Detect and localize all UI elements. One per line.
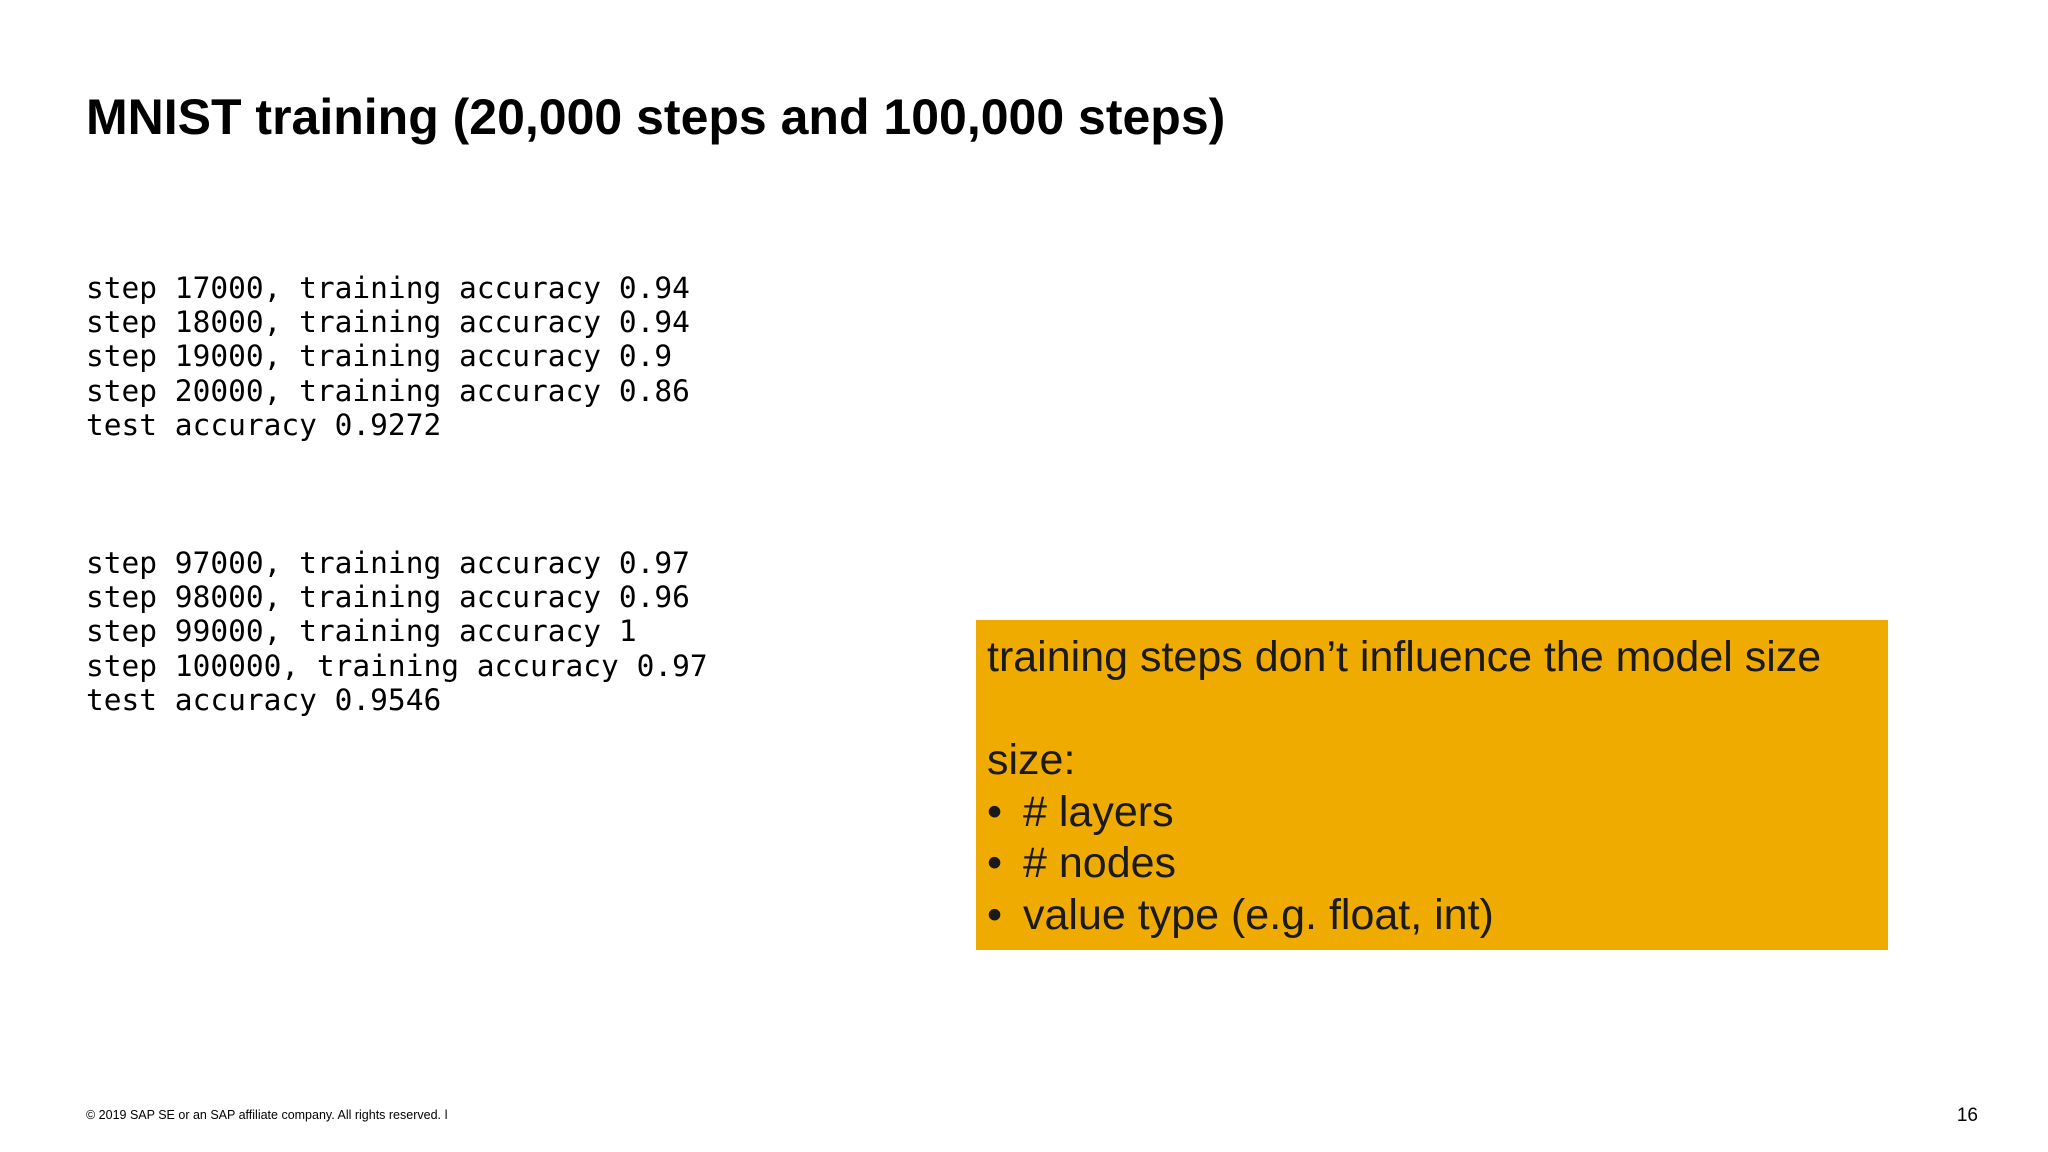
log-line: step 19000, training accuracy 0.9	[86, 339, 673, 374]
callout-size-label: size:	[987, 736, 1076, 784]
callout-spacer	[987, 684, 1876, 736]
log-line: step 17000, training accuracy 0.94	[86, 271, 690, 305]
log-line: step 20000, training accuracy 0.86	[86, 373, 690, 408]
list-item	[987, 838, 1876, 890]
log-line: step 100000, training accuracy 0.97	[86, 648, 708, 683]
list-item	[987, 890, 1876, 942]
bullet-text: # nodes	[1023, 839, 1177, 887]
model-size-callout	[976, 620, 1888, 950]
bullet-text: value type (e.g. float, int)	[1023, 890, 1494, 939]
bullet-icon: •	[987, 839, 1003, 887]
log-line: step 98000, training accuracy 0.96	[86, 580, 690, 615]
training-log-20000-steps	[86, 271, 690, 442]
log-line: step 97000, training accuracy 0.97	[86, 546, 690, 580]
size-factors-list	[987, 787, 1876, 942]
bullet-icon: •	[987, 890, 1003, 939]
callout-headline: training steps don’t influence the model size	[987, 633, 1822, 681]
training-log-100000-steps	[86, 546, 708, 717]
slide-title: MNIST training (20,000 steps and 100,000 steps)	[86, 89, 1226, 145]
footer-copyright: © 2019 SAP SE or an SAP affiliate company. All rights reserved. ǀ	[86, 1108, 448, 1122]
page-number: 16	[1956, 1105, 1978, 1126]
test-accuracy-line: test accuracy 0.9546	[86, 682, 442, 717]
bullet-icon: •	[987, 787, 1003, 836]
log-line: step 99000, training accuracy 1	[86, 614, 637, 649]
list-item	[987, 787, 1876, 839]
bullet-text: # layers	[1023, 787, 1174, 836]
log-line: step 18000, training accuracy 0.94	[86, 305, 690, 340]
test-accuracy-line: test accuracy 0.9272	[86, 407, 442, 442]
